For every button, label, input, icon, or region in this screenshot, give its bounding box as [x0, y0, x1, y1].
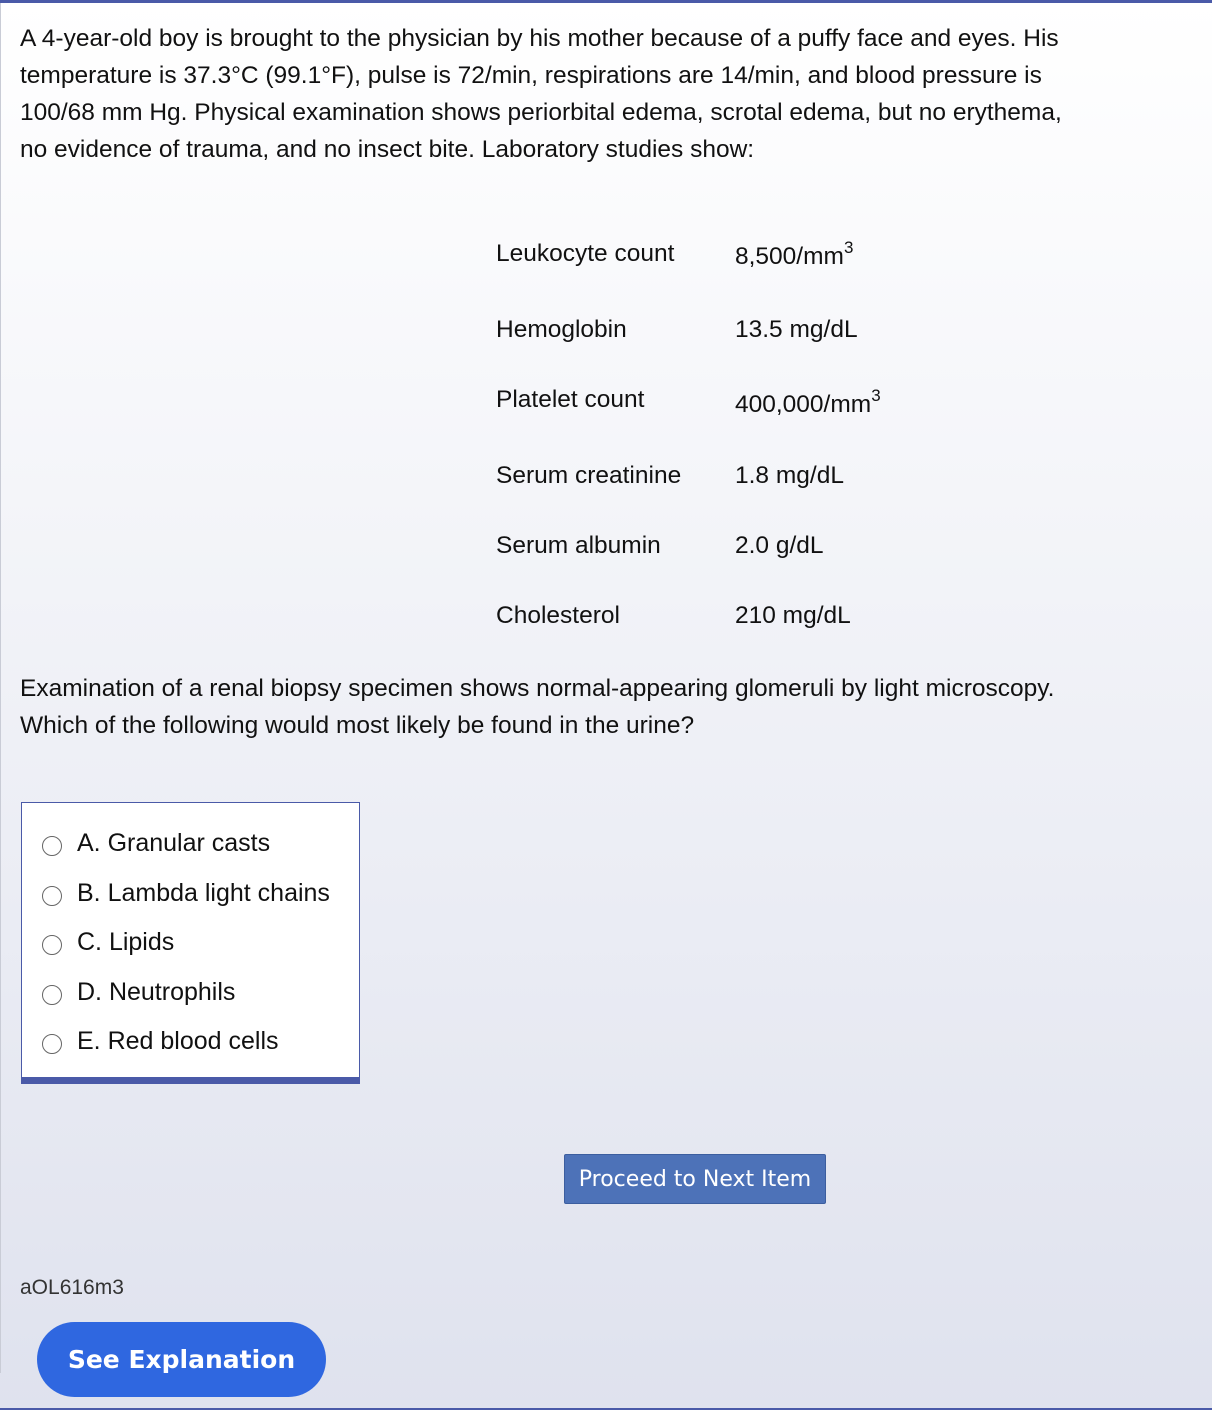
choice-a[interactable]: [42, 825, 270, 861]
lab-name: Serum creatinine: [496, 462, 682, 489]
lab-name: Cholesterol: [496, 602, 620, 629]
radio-button[interactable]: [42, 886, 62, 906]
lab-name: Hemoglobin: [496, 316, 627, 343]
answer-choices: [21, 802, 360, 1084]
choice-label: D. Neutrophils: [77, 977, 236, 1006]
top-border: [0, 0, 1212, 3]
lab-name: Platelet count: [496, 386, 645, 413]
choice-e[interactable]: [42, 1023, 279, 1059]
choice-label: B. Lambda light chains: [77, 878, 330, 907]
radio-button[interactable]: [42, 985, 62, 1005]
lab-name: Leukocyte count: [496, 240, 675, 267]
lab-value: 1.8 mg/dL: [735, 462, 844, 489]
lab-value: $8,500/mm^3$: [735, 237, 854, 270]
choice-label: A. Granular casts: [77, 828, 271, 857]
lab-value: 2.0 g/dL: [735, 532, 824, 559]
lab-name: Serum albumin: [496, 532, 661, 559]
choice-b[interactable]: [42, 875, 330, 911]
lab-value: $400,000/mm^3$: [735, 385, 881, 418]
choice-d[interactable]: [42, 974, 235, 1010]
lab-value: 210 mg/dL: [735, 602, 851, 629]
choice-label: E. Red blood cells: [77, 1026, 279, 1055]
left-divider: [0, 3, 1, 1373]
radio-button[interactable]: [42, 1034, 62, 1054]
question-stem: A 4-year-old boy is brought to the physician by his mother because of a puffy face and eyes. His temperature is 37.3°C (99.1°F), pulse is 72/min, respirations are 14/min, and blood pressure is 100/68 mm Hg. Physical examination shows periorbital edema, scrotal edema, but no erythema, no evidence of trauma, and no insect bite. Laboratory studies show:: [20, 25, 1062, 163]
proceed-next-button[interactable]: Proceed to Next Item: [564, 1154, 826, 1204]
choice-label: C. Lipids: [77, 927, 175, 956]
choice-c[interactable]: [42, 924, 174, 960]
radio-button[interactable]: [42, 836, 62, 856]
lab-value: 13.5 mg/dL: [735, 316, 858, 343]
question-text: Examination of a renal biopsy specimen shows normal-appearing glomeruli by light microscopy. Which of the following would most likely be found in the urine?: [20, 675, 1055, 739]
see-explanation-button[interactable]: See Explanation: [37, 1322, 326, 1397]
radio-button[interactable]: [42, 935, 62, 955]
question-id: aOL616m3: [20, 1276, 124, 1299]
